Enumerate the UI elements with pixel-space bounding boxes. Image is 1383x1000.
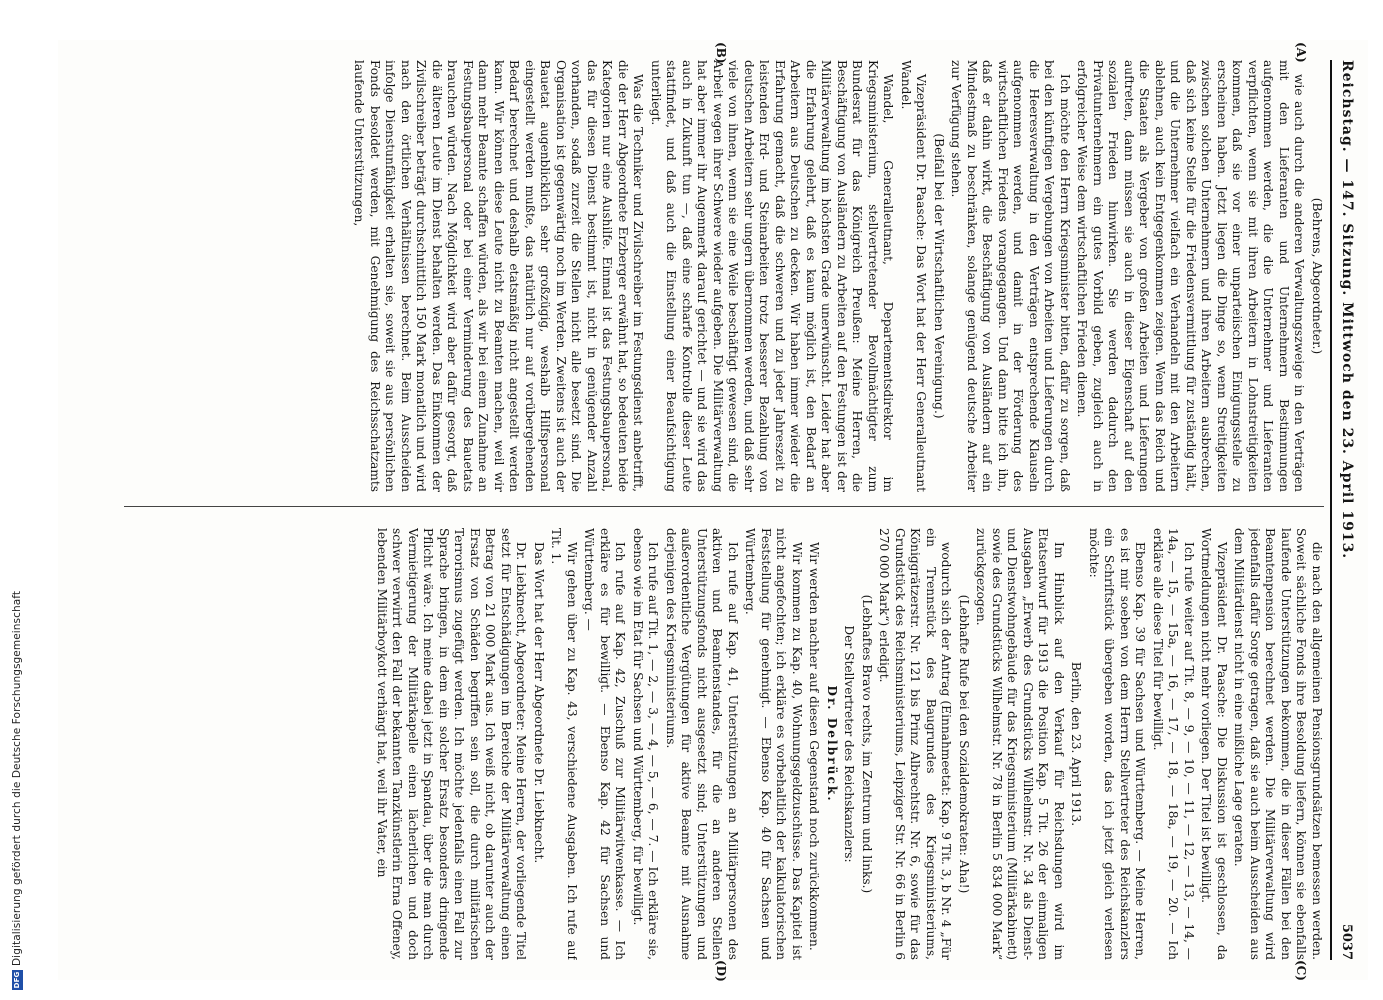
paragraph: Wir werden nachher auf diesen Gegenstand noch zurückkommen. <box>807 542 822 951</box>
right-column <box>114 528 1324 960</box>
signature-name: Dr. Delbrück. <box>825 685 839 803</box>
paragraph: Ich rufe auf Kap. 42, Zuschuß zur Militärwitwenkasse. — Ich erkläre es für bewilligt. — Ebenso Kap. 42 für Sachsen und Württemberg. — <box>582 528 628 960</box>
paragraph: Wandel, Generalleutnant, Departementsdirektor im Kriegsministerium, stellvertretender Bevollmächtigter zum Bundesrat für das Königreich Preußen: Meine Herren, die Beschäftigung von Ausländern zu Arbeiten auf den Festungen ist der Militärverwaltung im höchsten Grade unerwünscht. Leider hat aber die Erfahrung gelehrt, daß es kaum möglich ist, den Bedarf an Arbeitern aus Deutschen zu decken. Wir haben immer wieder die Erfahrung gemacht, daß die schweren und zu jeder Jahreszeit zu leistenden Erd- und Steinarbeiten trotz besserer Bezahlung von deutschen Arbeitern sehr ungern übernommen werden, und daß sehr viele von ihnen, wenn sie eine Weile beschäftigt gewesen sind, die Arbeit wegen ihrer Schwere wieder aufgeben. Die Militärverwaltung hat aber immer ihr Augenmerk darauf gerichtet — und sie wird das auch in Zukunft tun —, daß eine scharfe Kontrolle dieser Leute stattfindet, und daß auch die Einstellung einer Beaufsichtigung unterliegt. <box>649 60 896 492</box>
paragraph: Ich rufe auf Tit. 1, — 2, — 3, — 4, — 5, — 6, — 7. — Ich erkläre sie, ebenso wie im Etat für Sachsen und Württemberg, für bewilligt. <box>631 528 661 960</box>
left-column <box>114 60 1324 492</box>
credit-text-rotated <box>11 591 23 990</box>
letter-date: Berlin, den 23. April 1913. <box>1069 661 1084 827</box>
applause-note: (Beifall bei der Wirtschaftlichen Vereinigung.) <box>932 133 946 419</box>
paragraph: Vizepräsident Dr. Paasche: Die Diskussion ist geschlossen, da Wortmeldungen nicht mehr vorliegen. Der Titel ist bewilligt. <box>1199 528 1229 960</box>
paragraph: Ich rufe auf Kap. 41, Unterstützungen an Militärpersonen des aktiven und Beamtenstandes, für die an anderen Stellen Unterstützungsfonds nicht ausgesetzt sind; Unterstützungen und außerordentliche Vergütungen für aktive Beamte mit Ausnahme derjenigen des Kriegsministeriums. <box>664 528 740 960</box>
interjection: (Lebhafte Rufe bei den Sozialdemokraten: Aha!) <box>957 594 971 894</box>
digitization-credit <box>0 0 22 1000</box>
paragraph: die nach den allgemeinen Pensionsgrundsätzen bemessen werden. Soweit sächliche Fonds ihre Besoldung liefern, können sie ebenfalls laufende Unterstützungen bekommen, die in dieser Fällen bei den Beamtenpension berechnet werden. Die Militärverwaltung wird jedenfalls dafür Sorge getragen, daß sie auch beim Ausscheiden aus dem Militärdienst nicht in eine mißliche Lage geraten. <box>1232 528 1324 960</box>
margin-mark-a: (A) <box>1294 42 1308 63</box>
margin-mark-b: (B) <box>714 42 728 64</box>
paragraph: Dr. Liebknecht, Abgeordneter: Meine Herren, der vorliegende Titel setzt für Entschädigungen im Bereiche der Militärverwaltung einen Betrag von 21 000 Mark aus. Ich weiß nicht, ob darunter auch der Ersatz von Schäden begriffen sein soll, die durch militärischen Terrorismus zugefügt werden. Ich möchte jedenfalls einen Fall zur Sprache bringen, in dem ein solcher Ersatz besonders dringende Pflicht wäre. Ich meine dabei jetzt in Spandau, über die man durch Vermietigerung der Militärkapelle einen lächerlichen und doch schwer verwirrt den Fall der bekannten Tanzkünstlerin Erna Offeney, lebenden Militärboykott verhängt hat, weil ihr Vater, ein <box>375 528 529 960</box>
header-title: Reichstag. — 147. Sitzung. Mittwoch den 23. April 1913. <box>1339 60 1355 560</box>
page-number: 5037 <box>1339 923 1355 960</box>
paragraph: Im Hinblick auf den Verkauf für Reichsdungen wird im Etatsentwurf für 1913 die Position Kap. 5 Tit. 26 der einmaligen Ausgaben „Erwerb des Grundstücks Wilhelmstr. Nr. 34 als Dienst- und Dienstwohngebäude für das Kriegsministerium (Militärkabinett) sowie des Grundstücks Wilhelmstr. Nr. 78 in Berlin 5 834 000 Mark“ zurückgezogen. <box>974 528 1066 960</box>
paragraph: Das Wort hat der Herr Abgeordnete Dr. Liebknecht. <box>532 542 546 864</box>
signature-line: Der Stellvertreter des Reichskanzlers: <box>842 625 857 863</box>
paragraph: Was die Techniker und Zivilschreiber im Festungsdienst anbetrifft, die der Herr Abgeordnete Erzberger erwähnt hat, so bedeuten beide Kategorien nur eine Aushilfe. Einmal ist das Festungsbaupersonal, das für diesen Dienst bestimmt ist, nicht in genügender Anzahl vorhanden, sodaß zurzeit die Stellen nicht alle besetzt sind. Die Organisation ist gegenwärtig noch im Werden. Zweitens ist auch der Bauetat augenblicklich sehr großzügig, weshalb Hilfspersonal eingestellt werden mußte, das natürlich nur auf vorübergehenden Bedarf berechnet und deshalb etatsmäßig nicht angestellt werden kann. Wir können diese Leute nicht zu Beamten machen, weil wir dann mehr Beamte schaffen würden, als wir bei einem Zunahme an Festungsbaupersonal oder bei einer Verminderung des Bauetats brauchen würden. Nach Möglichkeit wird aber dafür gesorgt, daß die älteren Leute im Dienst behalten werden. Das Einkommen der Zivilschreiber beträgt durchschnittlich 150 Mark monatlich und wird nach den örtlichen Verhältnissen berechnet. Beim Ausscheiden infolge Dienstunfähigkeit erhalten sie, soweit sie aus persönlichen Fonds besoldet werden, mit Genehmigung des Reichsschatzamts laufende Unterstützungen, <box>352 60 646 492</box>
paragraph: Ich rufe weiter auf Tit. 8, — 9, — 10, — 11, — 12, — 13, — 14, — 14a, — 15, — 15a, — 16, — 17, — 18, — 18a, — 19, — 20. — Ich erkläre alle diese Titel für bewilligt. <box>1151 528 1196 960</box>
paragraph: Wir gehen über zu Kap. 43, verschiedene Ausgaben. Ich rufe auf Tit. 1. <box>549 528 579 960</box>
credit-label: Digitalisierung gefördert durch die Deutsche Forschungsgemeinschaft <box>11 590 23 966</box>
paragraph: Ebenso Kap. 39 für Sachsen und Württemberg. — Meine Herren, es ist mir soeben von dem Herrn Stellvertreter des Reichskanzlers ein Schriftstück übergeben worden, das ich jetzt gleich verlesen möchte: <box>1087 528 1148 960</box>
dfg-logo: DFG <box>12 971 21 989</box>
paragraph: Vizepräsident Dr. Paasche: Das Wort hat der Herr Generalleutnant Wandel. <box>899 60 929 492</box>
paragraph: wie auch durch die anderen Verwaltungszweige in den Verträgen mit den Lieferanten und Unternehmern Bestimmungen aufgenommen werden, die die Unternehmer und Lieferanten verpflichten, wenn sie mit ihren Arbeitern in Lohnstreitigkeiten kommen, daß sie vor einer unparteiischen Einigungsstelle zu erscheinen haben. Jetzt liegen die Dinge so, wenn Streitigkeiten zwischen solchen Unternehmern und ihren Arbeitern ausbrechen, daß sich keine Stelle für die Friedensvermittlung für zuständig hält, und die Unternehmer vielfach ein Verhandeln mit den Arbeitern ablehnen, auch kein Entgegenkommen zeigen. Wenn das Reich und die Staaten als Vergeber von großen Arbeiten und Lieferungen auftreten, dann müssen sie auch in dieser Eigenschaft auf den sozialen Frieden hinwirken. Sie werden dadurch den Privatunternehmern ein gutes Vorbild geben, zugleich auch in erfolgreicher Weise dem wirtschaftlichen Frieden dienen. <box>1075 60 1307 492</box>
paragraph: Wir kommen zu Kap. 40, Wohnungsgeldzuschüsse. Das Kapitel ist nicht angefochten; ich erkläre es vorbehaltlich der kalkulatorischen Feststellung für genehmigt. — Ebenso Kap. 40 für Sachsen und Württemberg. <box>743 528 804 960</box>
margin-mark-d: (D) <box>714 960 728 982</box>
speaker-tag: (Behrens, Abgeordneter.) <box>1310 197 1324 355</box>
rotated-page <box>98 40 1368 980</box>
paragraph: Ich möchte den Herrn Kriegsminister bitten, dafür zu sorgen, daß bei den künftigen Vergebungen von Arbeiten und Lieferungen durch die Heeresverwaltung in den Verträgen entsprechende Klauseln aufgenommen werden, und damit in der Förderung des wirtschaftlichen Friedens vorangegangen. Und dann bitte ich ihn, daß er dahin wirkt, die Beschäftigung von Ausländern auf ein Mindestmaß zu beschränken, solange genügend deutsche Arbeiter zur Verfügung stehen. <box>949 60 1072 492</box>
paragraph: wodurch sich der Antrag (Einnahmeetat: Kap. 9 Tit. 3, b Nr. 4 „Für ein Trennstück des Baugrundes des Kriegsministeriums, Königgrätzerstr. Nr. 121 bis Prinz Albrechtstr. Nr. 6, sowie für das Grundstück des Reichsministeriums, Leipziger Str. Nr. 66 in Berlin 6 270 000 Mark“) erledigt. <box>877 528 954 960</box>
margin-mark-c: (C) <box>1294 960 1308 981</box>
interjection: (Lebhaftes Bravo rechts, im Zentrum und links.) <box>860 594 874 894</box>
column-divider <box>124 506 1324 507</box>
page-header <box>1330 60 1362 960</box>
scanned-page <box>58 40 1368 980</box>
